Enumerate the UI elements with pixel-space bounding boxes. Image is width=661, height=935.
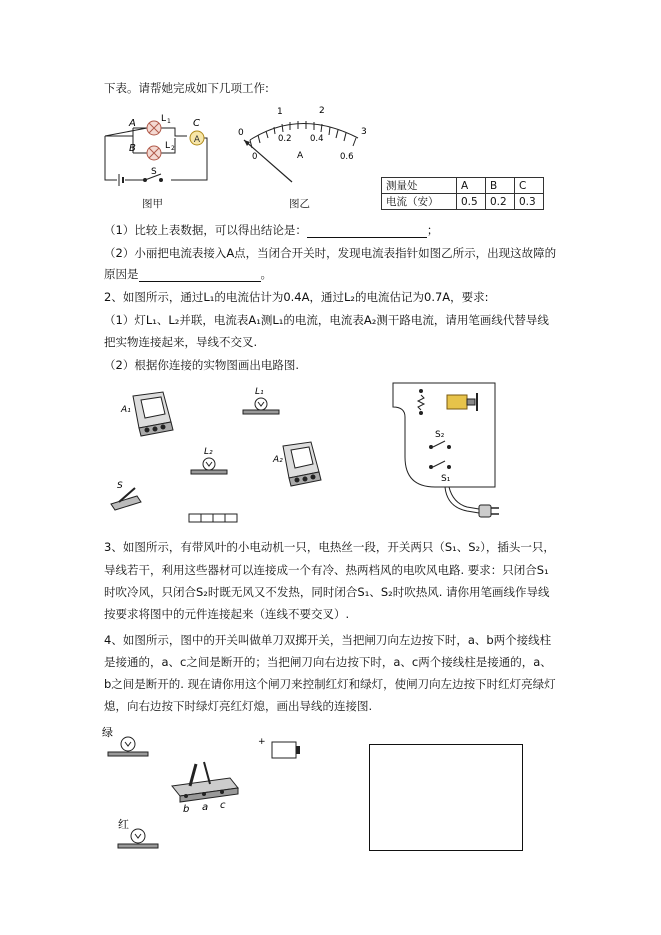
q2-line3: 把实物连接起来，导线不交叉. — [104, 335, 258, 349]
physical-components-figure — [105, 384, 355, 529]
svg-text:3: 3 — [361, 127, 367, 137]
svg-text:A: A — [193, 135, 201, 145]
table-header: 测量处 — [382, 178, 457, 194]
q1-part2-line1: （2）小丽把电流表接入A点，当闭合开关时，发现电流表指针如图乙所示，出现这故障的 — [104, 246, 557, 260]
battery-icon — [189, 514, 237, 522]
switch-s2-icon — [429, 441, 451, 449]
table-header: C — [515, 178, 544, 194]
svg-text:0: 0 — [252, 152, 258, 162]
svg-text:1: 1 — [277, 107, 283, 117]
plug-icon — [479, 505, 499, 517]
svg-text:A: A — [129, 118, 136, 129]
q1-part2-line2: 原因是 。 — [104, 267, 272, 281]
svg-text:绿: 绿 — [102, 726, 113, 739]
q4-line3: b之间是断开的. 现在请你用这个闸刀来控制红灯和绿灯，使闸刀向左边按下时红灯亮绿灯 — [104, 677, 556, 691]
battery-icon — [272, 742, 300, 758]
q4-line1: 4、如图所示，图中的开关叫做单刀双掷开关，当把闸刀向左边按下时，a、b两个接线柱 — [104, 633, 552, 647]
spdt-switch-figure — [100, 722, 310, 854]
svg-text:b: b — [183, 804, 190, 815]
answer-blank[interactable] — [139, 281, 261, 282]
ammeter-a2-icon — [283, 442, 321, 486]
ammeter-a1-icon — [133, 392, 173, 436]
table-cell: 0.3 — [515, 194, 544, 210]
q3-line4: 按要求将图中的元件连接起来（连线不要交叉）. — [104, 607, 350, 621]
svg-text:S: S — [117, 481, 123, 491]
svg-text:A: A — [297, 151, 304, 161]
motor-fan-icon — [447, 393, 477, 411]
svg-text:S: S — [151, 167, 157, 177]
svg-text:2: 2 — [171, 145, 175, 152]
q4-line2: 是接通的，a、c之间是断开的；当把闸刀向右边按下时，a、c两个接线柱是接通的，a、 — [104, 655, 552, 669]
svg-text:L₁: L₁ — [255, 387, 264, 397]
table-row-label: 电流（安） — [382, 194, 457, 210]
svg-text:c: c — [220, 800, 226, 811]
svg-text:A₁: A₁ — [121, 405, 131, 415]
svg-text:1: 1 — [167, 118, 171, 125]
heating-coil-icon — [418, 389, 424, 415]
answer-blank[interactable] — [307, 237, 427, 238]
switch-s-icon — [111, 488, 141, 510]
svg-text:L: L — [161, 114, 167, 124]
figure-caption-yi: 图乙 — [289, 198, 310, 210]
table-header: A — [457, 178, 486, 194]
svg-text:S₁: S₁ — [441, 474, 451, 484]
lamp-l1-icon — [147, 121, 161, 135]
svg-text:0.4: 0.4 — [310, 134, 324, 144]
svg-text:L₂: L₂ — [204, 447, 213, 457]
svg-text:0: 0 — [238, 128, 244, 138]
q3-line3: 时吹冷风，只闭合S₂时既无风又不发热，同时闭合S₁、S₂时吹热风. 请你用笔画线作导线 — [104, 585, 550, 599]
hairdryer-enclosure-figure — [375, 377, 505, 532]
q2-line1: 2、如图所示，通过L₁的电流估计为0.4A，通过L₂的电流估记为0.7A，要求: — [104, 290, 489, 304]
q4-line4: 熄，向右边按下时绿灯亮红灯熄，画出导线的连接图. — [104, 699, 373, 713]
q3-line2: 导线若干，利用这些器材可以连接成一个有冷、热两档风的电吹风电路. 要求：只闭合S₁ — [104, 563, 549, 577]
svg-text:红: 红 — [118, 818, 129, 831]
svg-text:+: + — [258, 737, 266, 747]
table-cell: 0.5 — [457, 194, 486, 210]
lamp-l2-icon — [147, 146, 161, 160]
answer-drawing-box[interactable] — [369, 744, 523, 851]
red-lamp-icon — [118, 829, 158, 848]
intro-text: 下表。请帮她完成如下几项工作: — [104, 81, 269, 95]
q2-line2: （1）灯L₁、L₂并联，电流表A₁测L₁的电流，电流表A₂测干路电流，请用笔画线代替导线 — [104, 313, 549, 327]
switch-s1-icon — [429, 461, 451, 469]
current-table — [381, 177, 544, 210]
q1-part1: （1）比较上表数据，可以得出结论是： ； — [104, 223, 439, 237]
ammeter-dial-yi — [228, 100, 373, 192]
svg-text:L: L — [165, 141, 171, 151]
svg-text:B: B — [129, 143, 136, 154]
ammeter-icon — [190, 131, 204, 145]
svg-text:C: C — [193, 118, 200, 129]
svg-text:0.6: 0.6 — [340, 152, 354, 162]
circuit-diagram-jia — [95, 108, 220, 208]
table-cell: 0.2 — [486, 194, 515, 210]
q3-line1: 3、如图所示，有带风叶的小电动机一只，电热丝一段，开关两只（S₁、S₂），插头一只， — [104, 540, 555, 554]
svg-text:0.2: 0.2 — [278, 134, 292, 144]
q2-line4: （2）根据你连接的实物图画出电路图. — [104, 358, 299, 372]
lamp-l1-icon — [243, 398, 279, 414]
figure-caption-jia: 图甲 — [142, 198, 163, 210]
svg-text:a: a — [202, 802, 209, 813]
table-header: B — [486, 178, 515, 194]
svg-text:S₂: S₂ — [435, 430, 445, 440]
green-lamp-icon — [108, 737, 148, 756]
spdt-knife-switch-icon — [172, 762, 238, 802]
svg-text:2: 2 — [319, 106, 325, 116]
svg-text:A₂: A₂ — [273, 455, 283, 465]
lamp-l2-icon — [191, 458, 227, 474]
